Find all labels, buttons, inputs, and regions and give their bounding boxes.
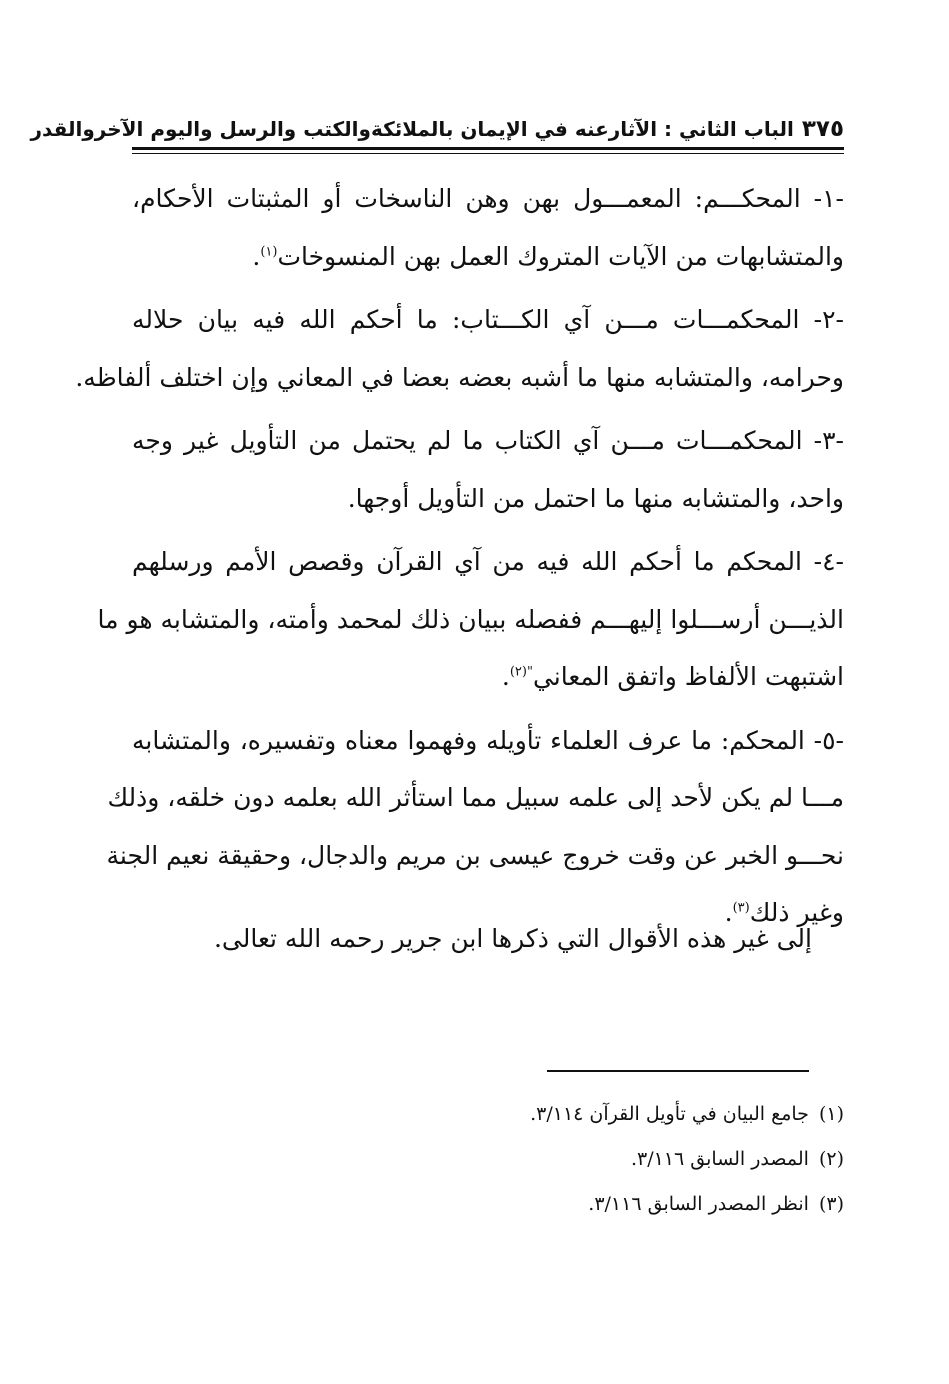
paragraph-1-line-2-text: والمتشابهات من الآيات المتروك العمل بهن المنسوخات: [277, 241, 844, 271]
paragraph-1-end: .: [252, 241, 261, 271]
running-header: [30, 112, 844, 146]
footnote-1-marker: (١): [818, 1103, 844, 1125]
page-number: ٣٧٥: [801, 116, 844, 142]
paragraph-4-line-1: -٤- المحكم ما أحكم الله فيه من آي القرآن وقصص الأمم ورسلهم: [132, 547, 844, 576]
paragraph-1-line-1: -١- المحكـــم: المعمـــول بهن وهن الناسخات أو المثبتات الأحكام،: [132, 184, 844, 213]
footnote-separator: [547, 1070, 809, 1072]
paragraph-1-line-2: [132, 228, 844, 286]
footnotes: [300, 1092, 844, 1227]
footnote-1-text: جامع البيان في تأويل القرآن ٣/١١٤.: [530, 1103, 809, 1125]
footnote-3-marker: (٣): [818, 1193, 844, 1215]
footnote-ref-2: "(٢): [509, 664, 533, 680]
paragraph-5-end: .: [724, 898, 733, 927]
paragraph-3-line-2: واحد، والمتشابه منها ما احتمل من التأويل أوجها.: [347, 483, 844, 513]
paragraph-5-line-4-text: وغير ذلك: [749, 898, 844, 927]
paragraph-4-end: .: [501, 662, 510, 691]
footnote-2-text: المصدر السابق ٣/١١٦.: [630, 1148, 809, 1170]
header-rule-thick: [132, 147, 844, 150]
footnote-ref-3: (٣): [732, 900, 750, 916]
footnote-ref-1: (١): [260, 244, 278, 260]
footnote-1: [300, 1092, 844, 1137]
header-rule-thin: [132, 153, 844, 154]
footnote-3: [300, 1182, 844, 1227]
paragraph-5-line-3: نحـــو الخبر عن وقت خروج عيسى بن مريم والدجال، وحقيقة نعيم الجنة: [106, 840, 844, 870]
paragraph-2-line-1: -٢- المحكمـــات مـــن آي الكـــتاب: ما أحكم الله فيه بيان حلاله: [132, 305, 844, 334]
body-text: [75, 170, 844, 942]
paragraph-3-line-1: -٣- المحكمـــات مـــن آي الكتاب ما لم يحتمل من التأويل غير وجه: [132, 426, 844, 455]
paragraph-4-line-3: [132, 648, 844, 706]
paragraph-4-line-2: الذيـــن أرســـلوا إليهـــم ففصله ببيان ذلك لمحمد وأمته، والمتشابه هو ما: [97, 604, 844, 634]
footnote-2-marker: (٢): [818, 1148, 844, 1170]
footnote-3-text: انظر المصدر السابق ٣/١١٦.: [588, 1193, 809, 1215]
running-title: الباب الثاني : الآثارعنه في الإيمان بالملائكةوالكتب والرسل واليوم الآخروالقدر: [30, 117, 794, 141]
paragraph-4-line-3-text: اشتبهت الألفاظ واتفق المعاني: [532, 662, 844, 691]
paragraph-5-line-2: مـــا لم يكن لأحد إلى علمه سبيل مما استأثر الله بعلمه دون خلقه، وذلك: [107, 783, 844, 812]
closing-sentence: إلى غير هذه الأقوال التي ذكرها ابن جرير رحمه الله تعالى.: [213, 924, 812, 953]
paragraph-5-line-1: -٥- المحكم: ما عرف العلماء تأويله وفهموا معناه وتفسيره، والمتشابه: [132, 725, 844, 755]
paragraph-2-line-2: وحرامه، والمتشابه منها ما أشبه بعضه بعضا في المعاني وإن اختلف ألفاظه.: [75, 362, 844, 392]
footnote-2: [300, 1137, 844, 1182]
